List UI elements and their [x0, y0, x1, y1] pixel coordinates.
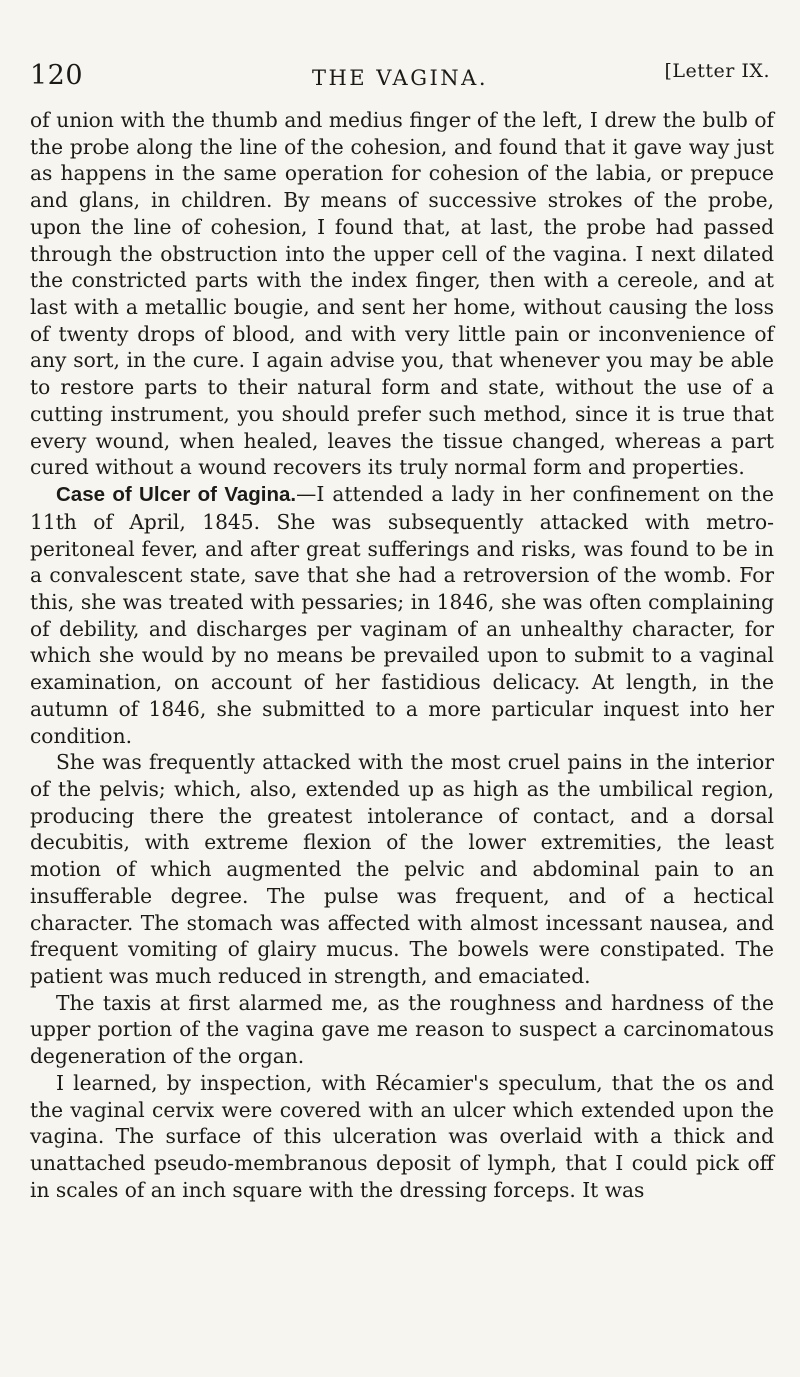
case-heading: Case of Ulcer of Vagina.	[56, 483, 297, 507]
paragraph-continuation: of union with the thumb and medius finger of the left, I drew the bulb of the probe along the line of the cohesion, and found that it gave way just as happens in the same operation for cohesion of the labia, or prepuce and glans, in children. By means of successive strokes of the probe, upon the line of cohesion, I found that, at last, the probe had passed through the obstruction into the upper cell of the vagina. I next dilated the constricted parts with the index finger, then with a cereole, and at last with a metallic bougie, and sent her home, without causing the loss of twenty drops of blood, and with very little pain or inconvenience of any sort, in the cure. I again advise you, that whenever you may be able to restore parts to their natural form and state, without the use of a cutting instrument, you should prefer such method, since it is true that every wound, when healed, leaves the tissue changed, whereas a part cured without a wound recovers its truly normal form and properties.	[30, 108, 774, 480]
letter-reference: [Letter IX.	[664, 60, 770, 82]
running-title: THE VAGINA.	[311, 66, 489, 90]
paragraph-taxis: The taxis at first alarmed me, as the roughness and hardness of the upper portion of the vagina gave me reason to suspect a carcinomatous degeneration of the organ.	[30, 990, 774, 1069]
body-text	[30, 107, 774, 1203]
case-text: —I attended a lady in her confinement on the 11th of April, 1845. She was subsequently attacked with metro-peritoneal fever, and after great sufferings and risks, was found to be in a convalescent state, save that she had a retroversion of the womb. For this, she was treated with pessaries; in 1846, she was often complaining of debility, and discharges per vaginam of an unhealthy character, for which she would by no means be prevailed upon to submit to a vaginal examination, on account of her fastidious delicacy. At length, in the autumn of 1846, she submitted to a more particular inquest into her condition.	[30, 482, 774, 748]
paragraph-inspection: I learned, by inspection, with Récamier's speculum, that the os and the vaginal cervix were covered with an ulcer which extended upon the vagina. The surface of this ulceration was overlaid with a thick and unattached pseudo-membranous deposit of lymph, that I could pick off in scales of an inch square with the dressing forceps. It was	[30, 1070, 774, 1202]
page-number: 120	[30, 60, 84, 91]
page-header	[30, 60, 770, 92]
paragraph-symptoms: She was frequently attacked with the most cruel pains in the interior of the pelvis; which, also, extended up as high as the umbilical region, producing there the greatest intolerance of contact, and a dorsal decubitis, with extreme flexion of the lower extremities, the least motion of which augmented the pelvic and abdominal pain to an insufferable degree. The pulse was frequent, and of a hectical character. The stomach was affected with almost incessant nausea, and frequent vomiting of glairy mucus. The bowels were constipated. The patient was much reduced in strength, and emaciated.	[30, 750, 774, 988]
paragraph-case-ulcer	[30, 481, 774, 749]
